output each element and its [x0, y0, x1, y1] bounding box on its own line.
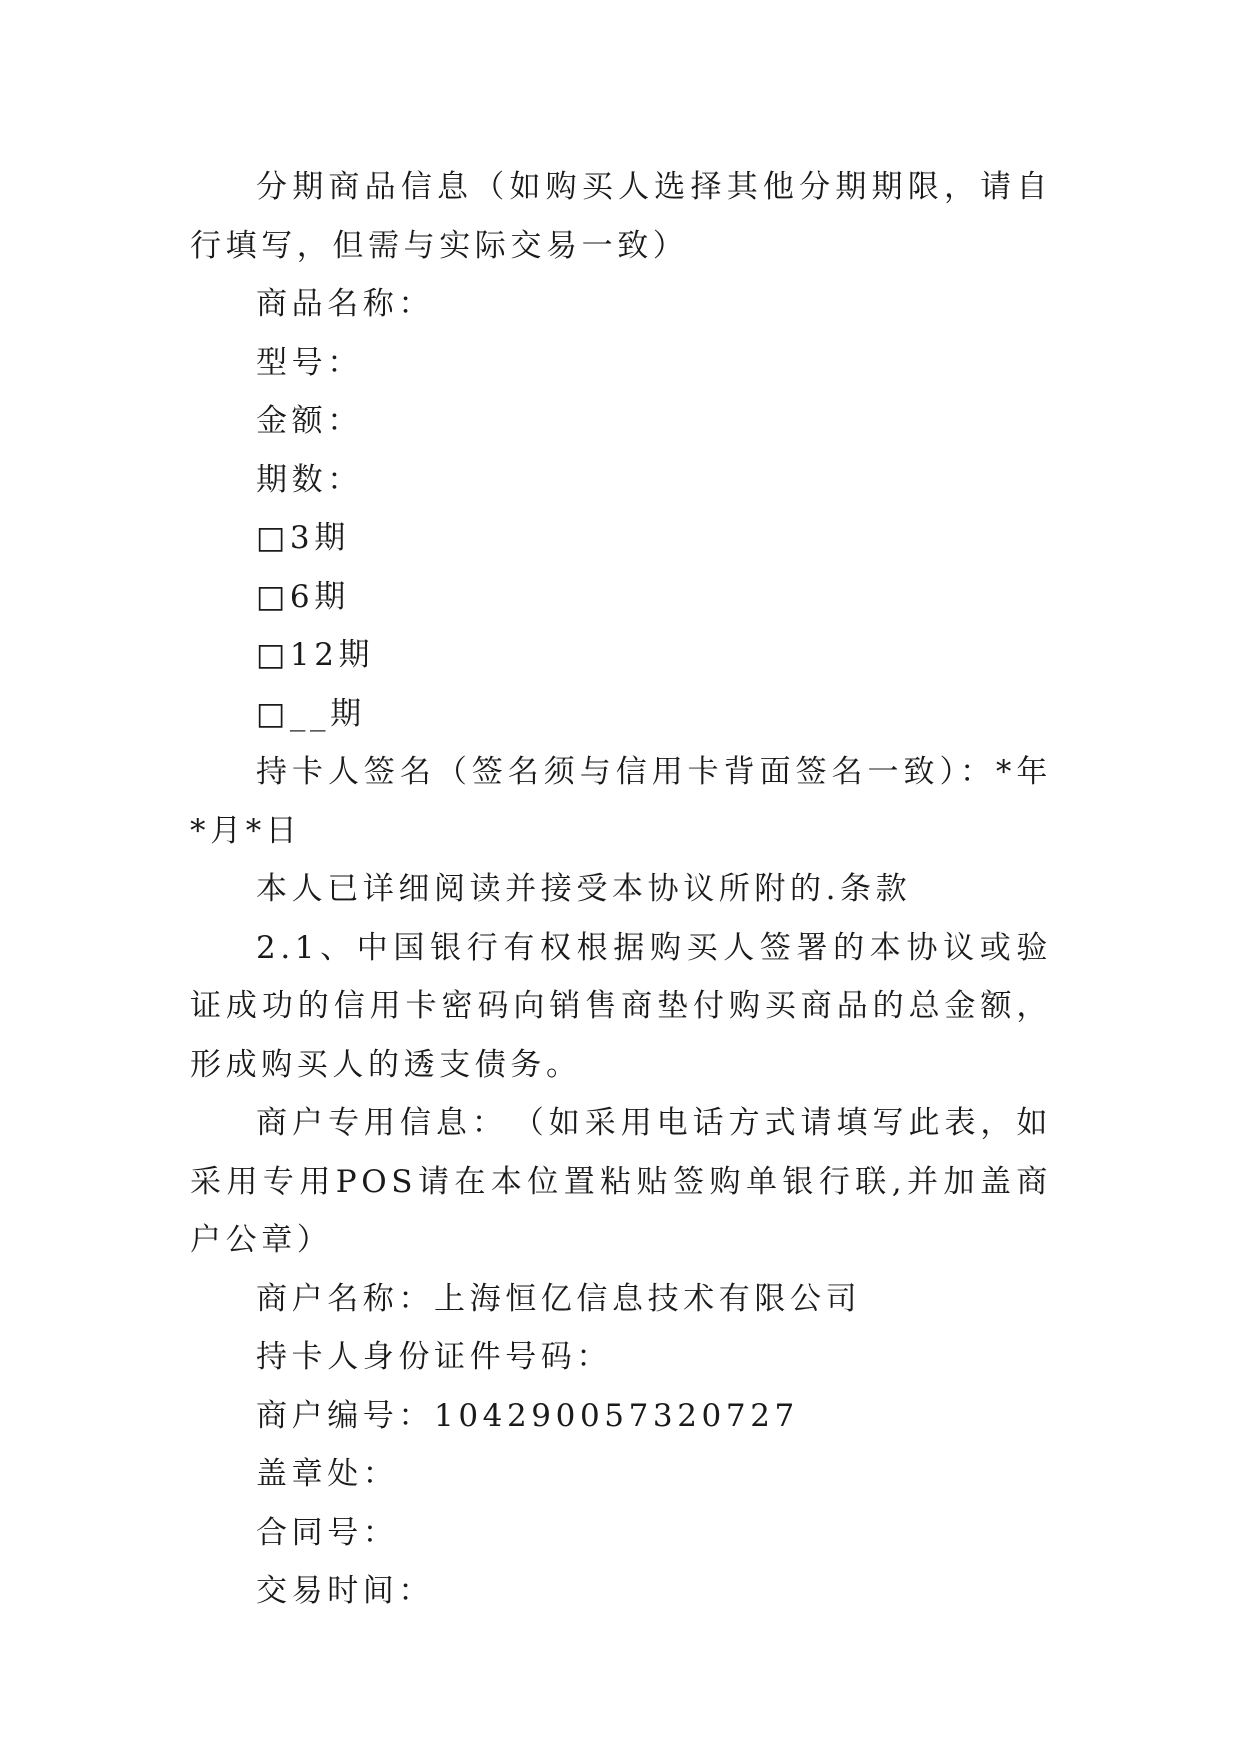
installments-label: 期数：	[256, 461, 363, 498]
merchant-info-heading: 商户专用信息： （如采用电话方式请填写此表，如采用专用POS请在本位置粘贴签购单银行联,并加盖商户公章）	[190, 1105, 1052, 1258]
contract-number-field: 合同号：	[256, 1514, 399, 1551]
transaction-time-field: 交易时间：	[256, 1573, 434, 1609]
model-field: 型号：	[256, 344, 363, 381]
stamp-field: 盖章处：	[256, 1456, 399, 1492]
terms-acceptance: 本人已详细阅读并接受本协议所附的.条款	[256, 871, 912, 907]
merchant-name-field: 商户名称：上海恒亿信息技术有限公司	[256, 1280, 862, 1317]
cardholder-signature-line: 持卡人签名（签名须与信用卡背面签名一致）：*年*月*日	[190, 754, 1052, 849]
installment-info-heading: 分期商品信息（如购买人选择其他分期期限，请自行填写，但需与实际交易一致）	[190, 169, 1052, 264]
document-body	[190, 158, 1052, 1621]
amount-field: 金额：	[256, 403, 363, 439]
option-custom-installments: □__期	[256, 695, 366, 732]
option-6-installments: □6期	[256, 578, 350, 615]
clause-2-1: 2.1、中国银行有权根据购买人签署的本协议或验证成功的信用卡密码向销售商垫付购买商品的总金额，形成购买人的透支债务。	[190, 929, 1052, 1083]
product-name-field: 商品名称：	[256, 286, 434, 322]
option-12-installments: □12期	[256, 637, 375, 673]
merchant-number-field: 商户编号：104290057320727	[256, 1397, 799, 1434]
option-3-installments: □3期	[256, 520, 350, 556]
cardholder-id-field: 持卡人身份证件号码：	[256, 1339, 612, 1375]
